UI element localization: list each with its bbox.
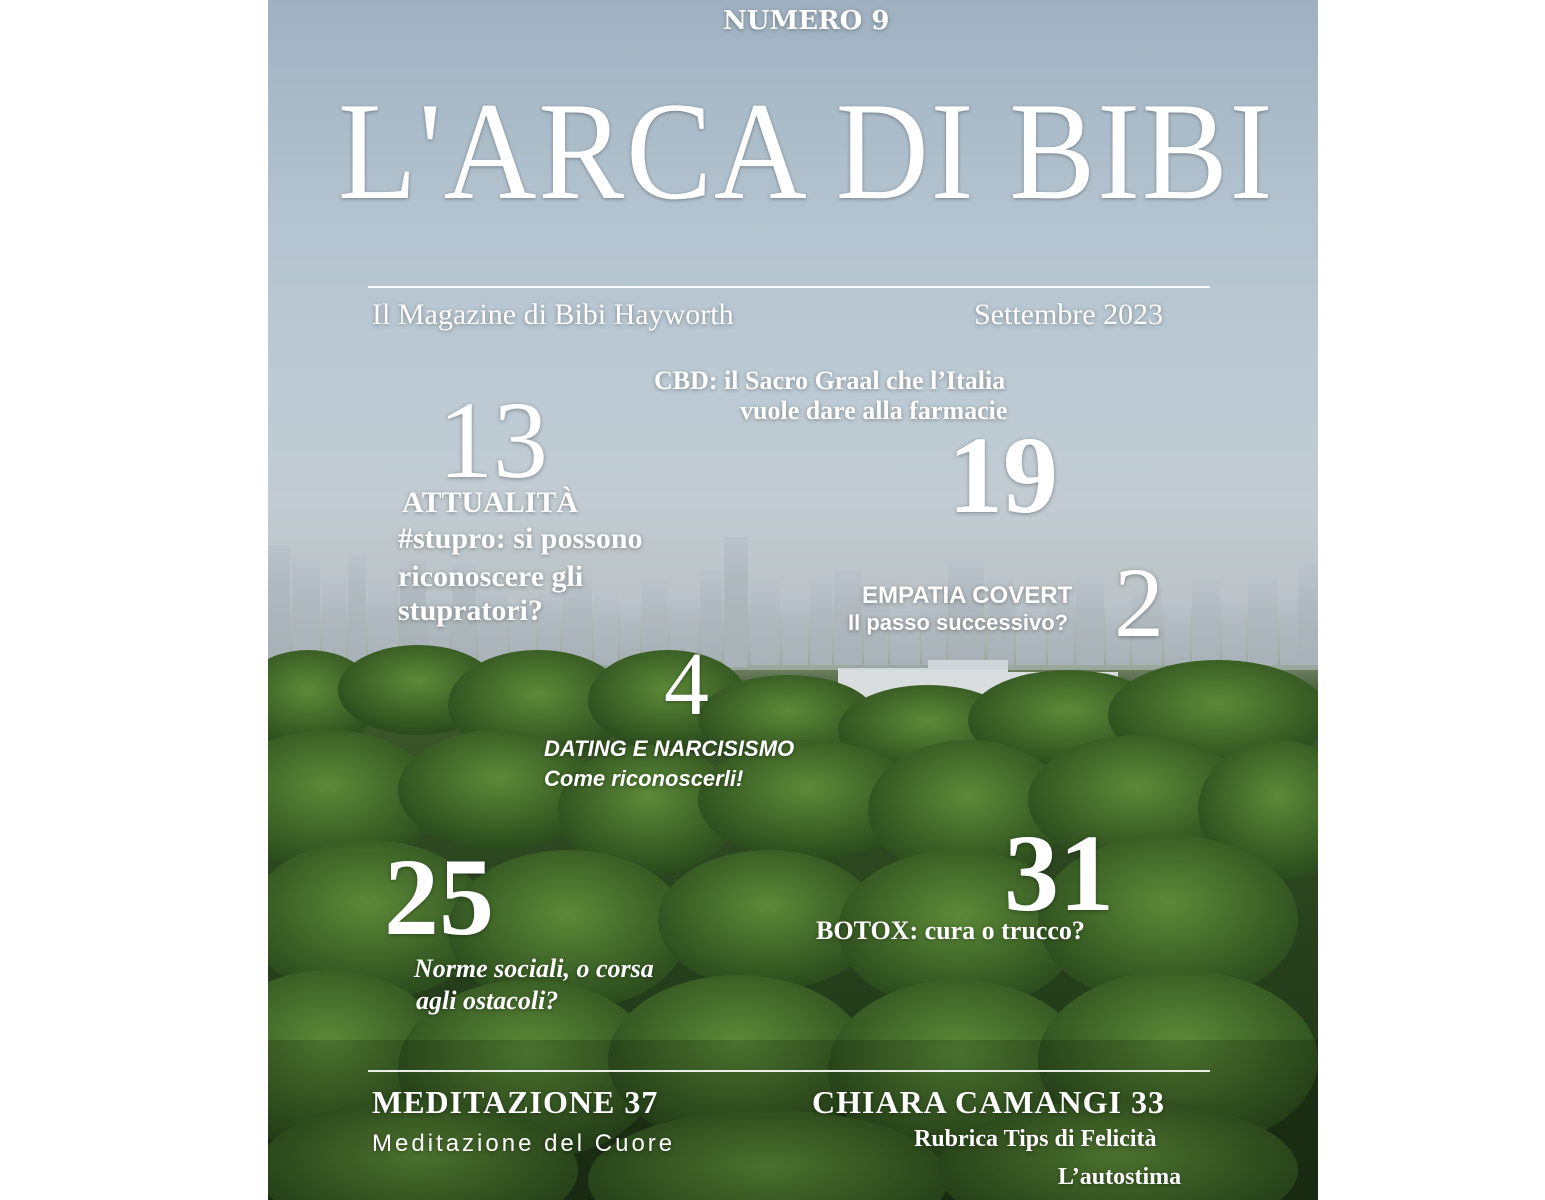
cbd-page-number: 19 (948, 414, 1058, 536)
header-divider (368, 286, 1210, 288)
cbd-headline-line1: CBD: il Sacro Graal che l’Italia (654, 366, 1006, 395)
cbd-headline-line2: vuole dare alla farmacie (740, 396, 1008, 425)
footer-divider (368, 1070, 1210, 1072)
attualita-headline-line2: riconoscere gli (398, 560, 584, 593)
chiara-topic: L’autostima (1058, 1164, 1182, 1190)
empatia-page-number: 2 (1114, 547, 1164, 658)
dating-subheadline: Come riconoscerli! (544, 766, 744, 791)
norme-headline-line2: agli ostacoli? (416, 986, 559, 1015)
magazine-title: L'ARCA DI BIBI (338, 74, 1275, 229)
attualita-headline-line3: stupratori? (398, 594, 543, 627)
empatia-headline: EMPATIA COVERT (862, 582, 1073, 609)
magazine-cover (268, 0, 1318, 1200)
issue-date: Settembre 2023 (974, 298, 1164, 331)
attualita-section: ATTUALITÀ (402, 486, 579, 519)
norme-page-number: 25 (384, 836, 494, 958)
issue-number: NUMERO 9 (723, 6, 890, 36)
dating-headline: DATING E NARCISISMO (544, 736, 795, 761)
chiara-rubrica: Rubrica Tips di Felicità (914, 1126, 1157, 1152)
magazine-subtitle: Il Magazine di Bibi Hayworth (372, 298, 734, 331)
chiara-title: CHIARA CAMANGI 33 (812, 1084, 1165, 1120)
attualita-page-number: 13 (438, 379, 548, 501)
dating-page-number: 4 (664, 635, 709, 734)
botox-headline: BOTOX: cura o trucco? (816, 916, 1085, 945)
empatia-subheadline: Il passo successivo? (848, 610, 1069, 635)
meditazione-subtitle: Meditazione del Cuore (372, 1130, 676, 1157)
botox-page-number: 31 (1004, 812, 1114, 934)
meditazione-title: MEDITAZIONE 37 (372, 1084, 659, 1120)
norme-headline-line1: Norme sociali, o corsa (414, 954, 654, 983)
attualita-headline-line1: #stupro: si possono (398, 522, 643, 555)
